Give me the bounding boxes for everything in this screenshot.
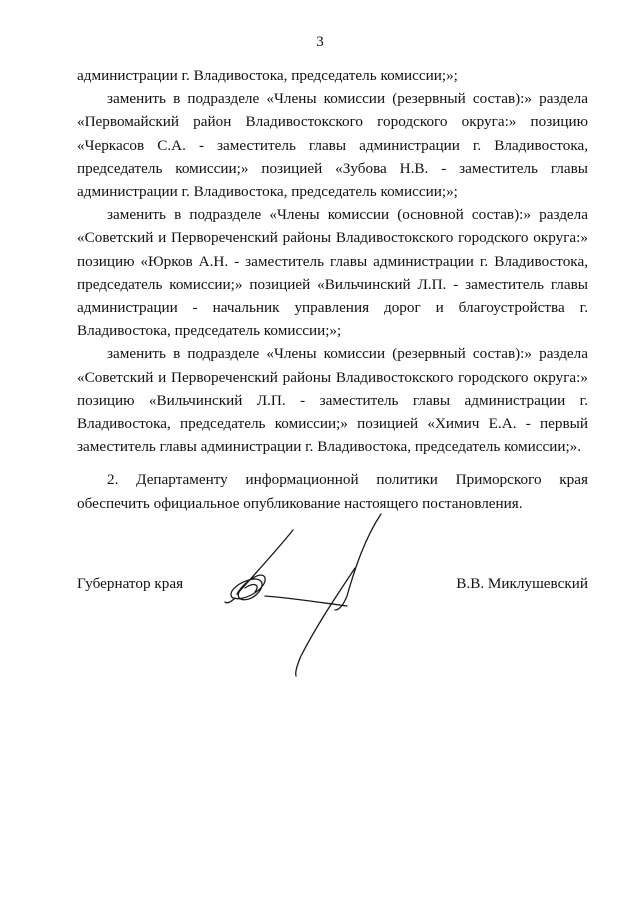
- paragraph-continuation: администрации г. Владивостока, председатель комиссии;»;: [77, 67, 458, 84]
- handwritten-signature: [205, 498, 395, 688]
- paragraph-sovetsky-reserve: заменить в подразделе «Члены комиссии (резервный состав):» раздела «Советский и Первореченский районы Владивостокского городского округа:» позицию «Вильчинский Л.П. - заместитель главы администрации г. Владивостока, председатель комиссии;» позицией «Химич Е.А. - первый заместитель главы администрации г. Владивостока, председатель комиссии;».: [77, 345, 588, 456]
- signer-name: В.В. Миклушевский: [456, 575, 588, 592]
- signer-position: Губернатор края: [77, 575, 184, 592]
- paragraph-publication-order: 2. Департаменту информационной политики Приморского края обеспечить официальное опубликование настоящего постановления.: [77, 471, 588, 512]
- paragraph-sovetsky-main: заменить в подразделе «Члены комиссии (основной состав):» раздела «Советский и Первореченский районы Владивостокского городского округа:» позицию «Юрков А.Н. - заместитель главы администрации г. Владивостока, председатель комиссии;» позицией «Вильчинский Л.П. - заместитель главы администрации - начальник управления дорог и благоустройства г. Владивостока, председатель комиссии;»;: [77, 206, 588, 340]
- document-body: [77, 64, 588, 515]
- paragraph-pervomaisky-reserve: заменить в подразделе «Члены комиссии (резервный состав):» раздела «Первомайский район Владивостокского городского округа:» позицию «Черкасов С.А. - заместитель главы администрации г. Владивостока, председатель комиссии;» позицией «Зубова Н.В. - заместитель главы администрации г. Владивостока, председатель комиссии;»;: [77, 90, 588, 201]
- page-number: 3: [316, 34, 324, 50]
